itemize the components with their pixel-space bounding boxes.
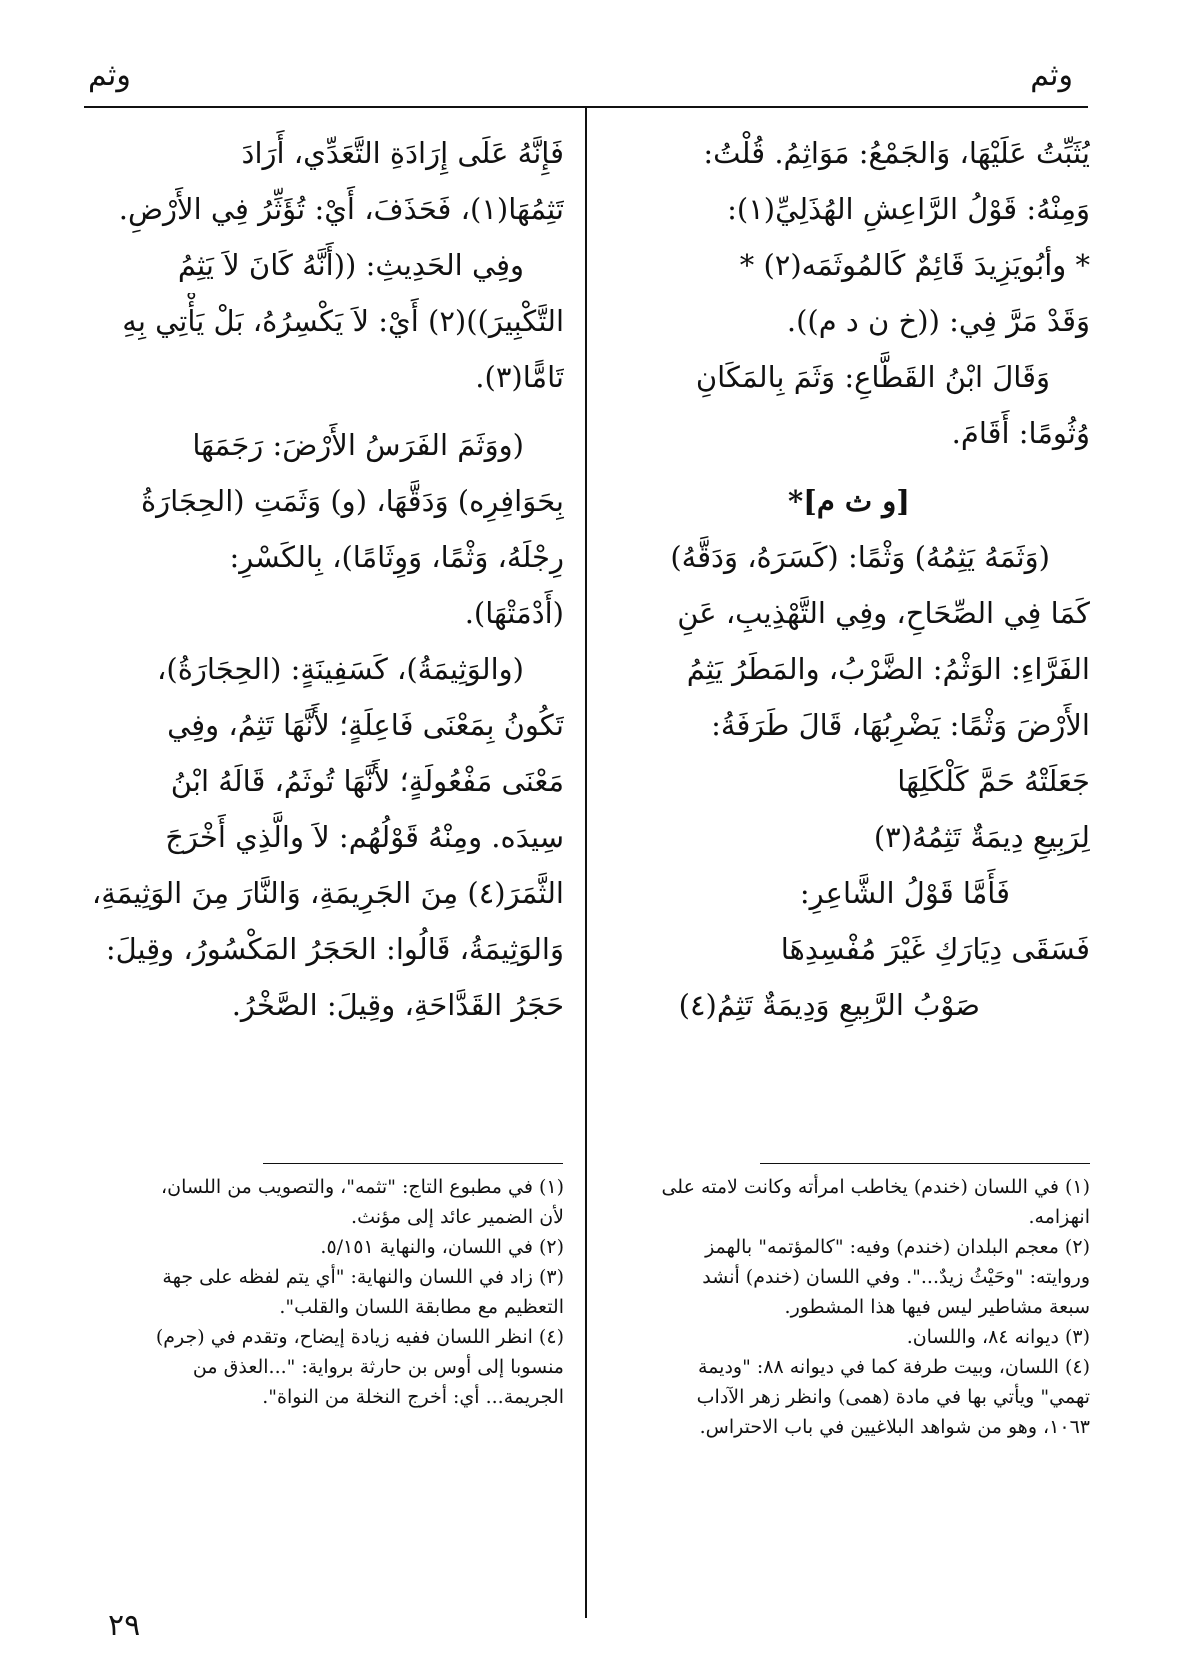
verse-line: جَعَلَتْهُ حَمَّ كَلْكَلِهَا xyxy=(897,764,1090,798)
verse-line: * وأبُويَزِيدَ قَائِمٌ كَالمُوثَمَه(٢) * xyxy=(739,248,1090,282)
left-column xyxy=(86,125,564,1033)
footnote-line: منسوبا إلى أوس بن حارثة برواية: "...العذق من xyxy=(192,1356,564,1378)
footnote-line: (٣) زاد في اللسان والنهاية: "أي يتم لفظه على جهة xyxy=(162,1266,564,1288)
verse-line: فَسَقَى دِيَارَكِ غَيْرَ مُفْسِدِهَا xyxy=(780,932,1090,966)
column-divider xyxy=(585,108,587,1618)
page-number: ٢٩ xyxy=(108,1608,141,1643)
text-line: وَمِنْهُ: قَوْلُ الرَّاعِشِ الهُذَلِيِّ(١): xyxy=(727,192,1090,226)
text-line: الفَرَّاءِ: الوَثْمُ: الضَّرْبُ، والمَطَرُ يَثِمُ xyxy=(686,652,1090,686)
footnote-line: الجريمة... أي: أخرج النخلة من النواة". xyxy=(262,1386,564,1408)
text-line: تَكُونُ بِمَعْنَى فَاعِلَةٍ؛ لأَنَّهَا تَثِمُ، وفِي xyxy=(167,708,564,742)
footnote-line: (١) في اللسان (خندم) يخاطب امرأته وكانت لامته على xyxy=(661,1176,1090,1198)
footnote-line: ١٠٦٣، وهو من شواهد البلاغيين في باب الاحتراس. xyxy=(699,1416,1090,1438)
footnote-line: (٢) معجم البلدان (خندم) وفيه: "كالمؤتمه" بالهمز xyxy=(705,1236,1090,1258)
text-line: (وَثَمَهُ يَثِمُهُ) وَثْمًا: (كَسَرَهُ، وَدَقَّهُ) xyxy=(670,540,1050,574)
footnote-rule-left xyxy=(263,1163,563,1164)
text-line: وَالوَثِيمَةُ، قَالُوا: الحَجَرُ المَكْسُورُ، وقِيلَ: xyxy=(105,932,564,966)
text-line: الثَّمَرَ(٤) مِنَ الجَرِيمَةِ، وَالنَّارَ مِنَ الوَثِيمَةِ، xyxy=(91,876,564,910)
right-column xyxy=(608,125,1090,1033)
text-line: وَقَدْ مَرَّ فِي: ((خ ن د م)). xyxy=(786,304,1090,338)
text-line: فَأَمَّا قَوْلُ الشَّاعِرِ: xyxy=(799,876,1010,910)
footnote-line: تهمي" ويأتي بها في مادة (همى) وانظر زهر الآداب xyxy=(696,1386,1090,1408)
text-line: تَامًّا(٣). xyxy=(475,360,564,394)
text-line: التَّكْبِيرَ))(٢) أَيْ: لاَ يَكْسِرُهُ، بَلْ يَأْتِي بِهِ xyxy=(122,304,564,338)
footnote-line: (٢) في اللسان، والنهاية ٥/١٥١. xyxy=(320,1236,564,1258)
footnotes-right xyxy=(608,1172,1090,1442)
footnote-line: (٣) ديوانه ٨٤، واللسان. xyxy=(906,1326,1090,1348)
footnote-line: لأن الضمير عائد إلى مؤنث. xyxy=(351,1206,564,1228)
text-line: وَقَالَ ابْنُ القَطَّاعِ: وَثَمَ بِالمَكَانِ xyxy=(695,360,1050,394)
entry-heading: [و ث م]* xyxy=(787,484,911,518)
text-line: فَإِنَّهُ عَلَى إِرَادَةِ التَّعَدِّي، أَرَادَ xyxy=(241,136,564,170)
text-line: (أَدْمَتْهَا). xyxy=(464,596,564,630)
text-line: الأَرْضَ وَثْمًا: يَضْرِبُهَا، قَالَ طَرَفَةُ: xyxy=(711,708,1090,742)
footnote-line: وروايته: "وحَيْثُ زيدٌ...". وفي اللسان (خندم) أنشد xyxy=(702,1266,1090,1288)
running-header-left: وثم xyxy=(88,58,131,93)
text-line: مَعْنَى مَفْعُولَةٍ؛ لأَنَّهَا تُوثَمُ، قَالَهُ ابْنُ xyxy=(170,764,564,798)
text-line: كَمَا فِي الصِّحَاحِ، وفِي التَّهْذِيبِ، عَنِ xyxy=(677,596,1090,630)
footnote-line: (٤) انظر اللسان ففيه زيادة إيضاح، وتقدم في (جرم) xyxy=(155,1326,564,1348)
text-line: حَجَرُ القَدَّاحَةِ، وقِيلَ: الصَّخْرُ. xyxy=(231,988,564,1022)
text-line: (ووَثَمَ الفَرَسُ الأَرْضَ: رَجَمَهَا xyxy=(192,428,524,462)
footnote-line: سبعة مشاطير ليس فيها هذا المشطور. xyxy=(784,1296,1090,1318)
footnote-rule-right xyxy=(760,1163,1090,1164)
text-line: بِحَوَافِرِه) وَدَقَّهَا، (و) وَثَمَتِ (الحِجَارَةُ xyxy=(140,484,564,518)
text-line: سِيدَه. ومِنْهُ قَوْلُهُم: لاَ والَّذِي أَخْرَجَ xyxy=(165,820,564,854)
footnote-line: التعظيم مع مطابقة اللسان والقلب". xyxy=(279,1296,564,1318)
verse-line: صَوْبُ الرَّبِيعِ وَدِيمَةٌ تَثِمُ(٤) xyxy=(678,988,980,1022)
text-line: يُثَبِّتُ عَلَيْهَا، وَالجَمْعُ: مَوَاثِمُ. قُلْتُ: xyxy=(703,136,1090,170)
running-header-right: وثم xyxy=(1030,58,1073,93)
text-line: رِجْلَهُ، وَثْمًا، وَوِثَامًا)، بِالكَسْرِ: xyxy=(229,540,564,574)
text-line: وفِي الحَدِيثِ: ((أَنَّهُ كَانَ لاَ يَثِمُ xyxy=(177,248,524,282)
footnote-line: انهزامه. xyxy=(1028,1206,1090,1228)
footnotes-left xyxy=(86,1172,564,1412)
text-line: (والوَثِيمَةُ)، كَسَفِينَةٍ: (الحِجَارَةُ)، xyxy=(157,652,524,686)
text-line: تَثِمُهَا(١)، فَحَذَفَ، أَيْ: تُؤَثِّرُ فِي الأَرْضِ. xyxy=(118,192,564,226)
footnote-line: (٤) اللسان، وبيت طرفة كما في ديوانه ٨٨: "وديمة xyxy=(698,1356,1090,1378)
text-line: وُثُومًا: أَقَامَ. xyxy=(951,416,1090,450)
verse-line: لِرَبِيعِ دِيمَةٌ تَثِمُهُ(٣) xyxy=(873,820,1090,854)
footnote-line: (١) في مطبوع التاج: "تثمه"، والتصويب من اللسان، xyxy=(161,1176,564,1198)
